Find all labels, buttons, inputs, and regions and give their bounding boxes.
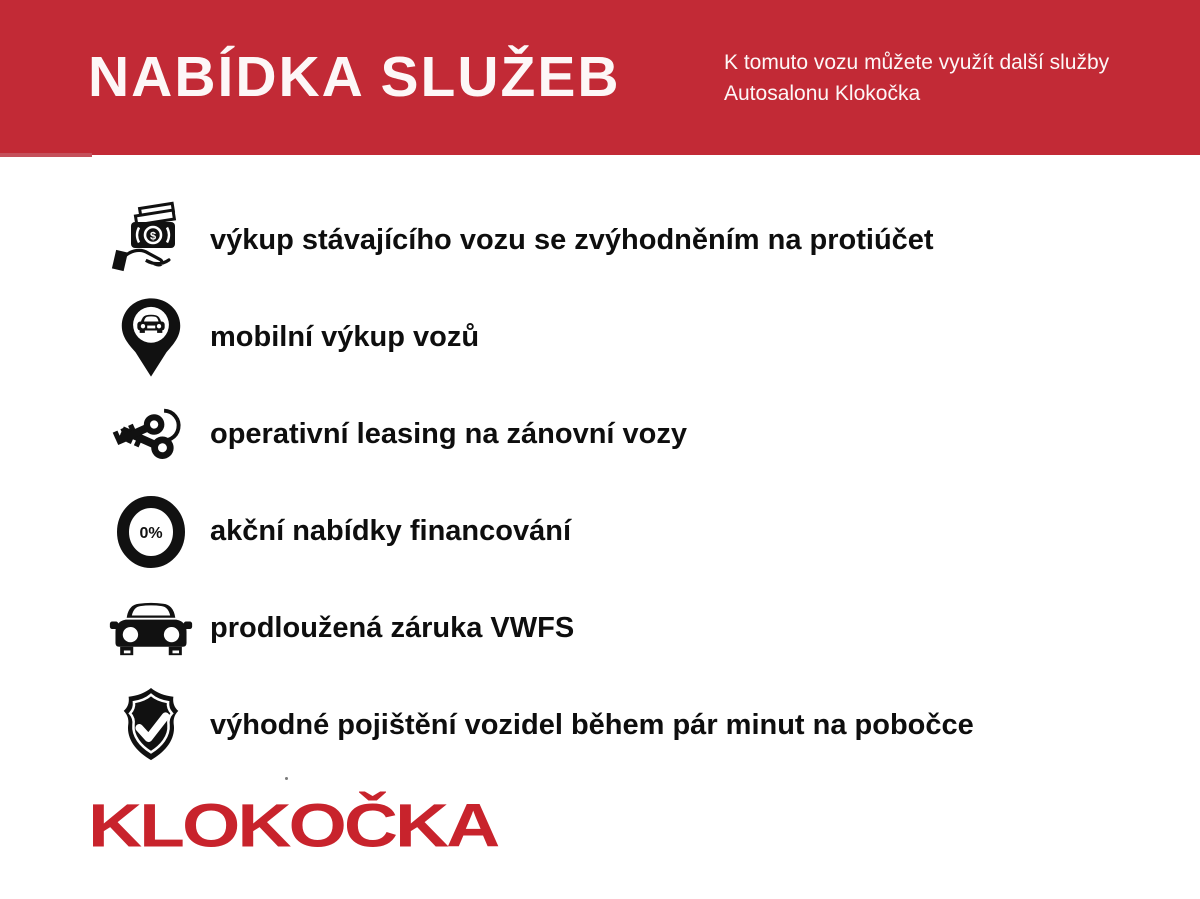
service-item-trade-in (108, 192, 974, 289)
service-label: operativní leasing na zánovní vozy (210, 418, 688, 450)
service-label: výkup stávajícího vozu se zvýhodněním na protiúčet (210, 224, 934, 256)
service-label: prodloužená záruka VWFS (210, 612, 575, 644)
zero-percent-icon (108, 493, 194, 571)
service-label: výhodné pojištění vozidel během pár minut na pobočce (210, 709, 974, 741)
banner-subtitle (724, 47, 1109, 109)
header-banner (0, 0, 1200, 155)
klokocka-logo: KLOKOČKA (88, 790, 498, 860)
shield-check-icon (108, 685, 194, 767)
stray-mark (285, 777, 288, 780)
dollar-glyph: $ (149, 230, 157, 242)
service-label: mobilní výkup vozů (210, 321, 480, 353)
banner-subtitle-line2: Autosalonu Klokočka (724, 82, 921, 105)
car-keys-icon (108, 395, 194, 475)
service-label: akční nabídky financování (210, 515, 571, 547)
service-item-warranty (108, 580, 974, 677)
service-item-insurance (108, 677, 974, 774)
banner-subtitle-line1: K tomuto vozu můžete využít další služby (724, 51, 1110, 74)
zero-percent-glyph: 0% (139, 524, 163, 542)
service-item-mobile-buyout (108, 289, 974, 386)
service-item-leasing (108, 386, 974, 483)
page-title: NABÍDKA SLUŽEB (88, 45, 621, 109)
car-icon (108, 597, 194, 661)
service-item-financing (108, 483, 974, 580)
services-list (108, 192, 974, 774)
car-pin-icon (108, 296, 194, 380)
money-in-hand-icon (108, 201, 194, 281)
banner-ledge (0, 153, 92, 157)
